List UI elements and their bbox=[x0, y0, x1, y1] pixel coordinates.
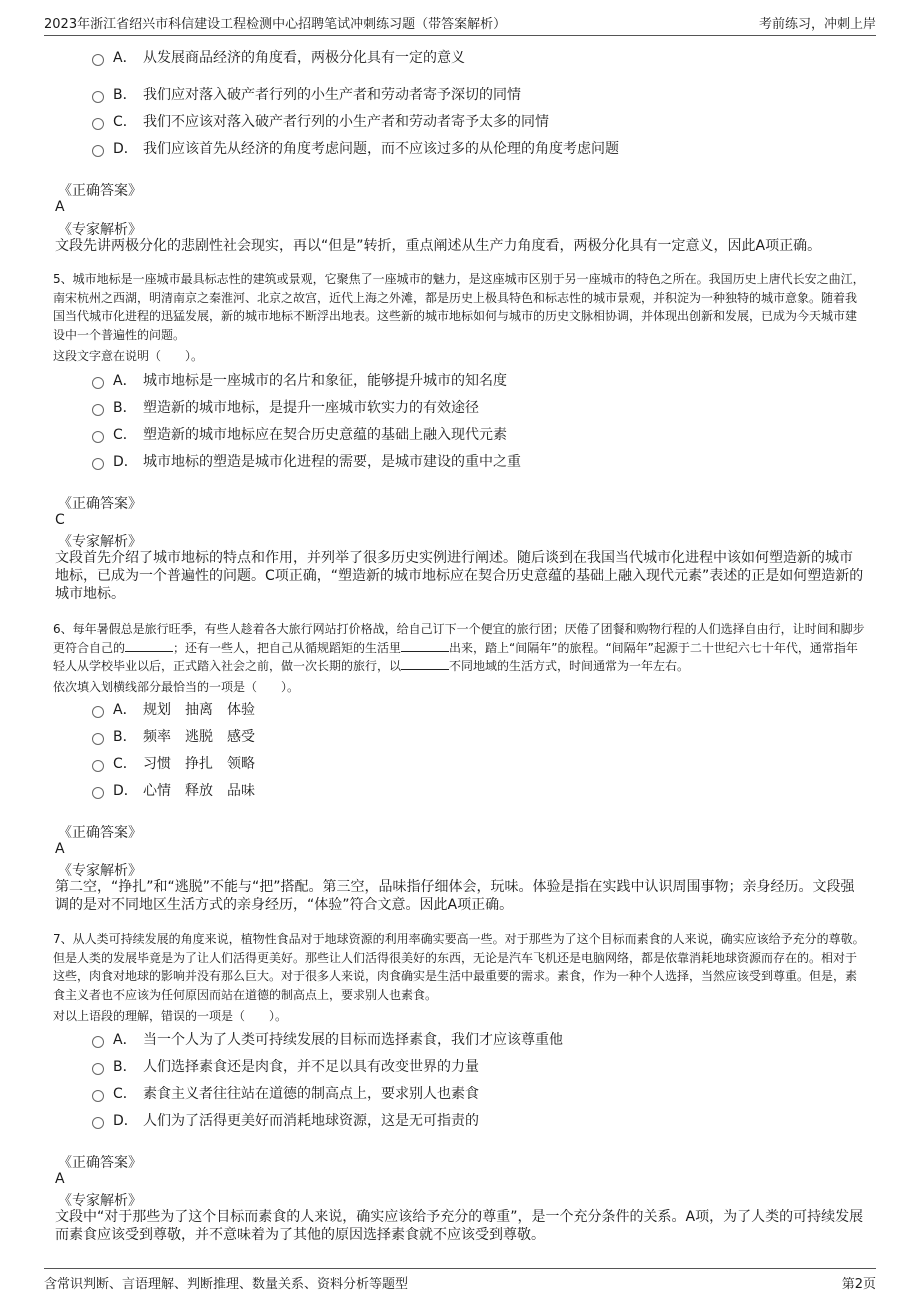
radio-icon[interactable] bbox=[92, 91, 104, 103]
q6-answer: A bbox=[55, 841, 65, 857]
radio-icon[interactable] bbox=[92, 377, 104, 389]
expert-analysis-label: 《专家解析》 bbox=[58, 222, 142, 238]
q7-stem: 7、从人类可持续发展的角度来说，植物性食品对于地球资源的利用率确实要高一些。对于那些为了这个目标而素食的人来说，确实应该给予充分的尊敬。但是人类的发展毕竟是为了让人们活得更美好。那些让人们活得很美好的东西，无论是汽车飞机还是电脑网络，都是依靠消耗地球资源而存在的。相对于这些，肉食对地球的影响并没有那么巨大。对于很多人来说，肉食确实是生活中最重要的需求。素食，作为一种个人选择，当然应该受到尊重。但是，素食主义者也不应该为任何原因而站在道德的制高点上，要求别人也素食。 bbox=[53, 932, 865, 1002]
radio-icon[interactable] bbox=[92, 787, 104, 799]
page-footer bbox=[44, 1268, 876, 1297]
correct-answer-label: 《正确答案》 bbox=[58, 1155, 142, 1171]
radio-icon[interactable] bbox=[92, 404, 104, 416]
q4-option-d[interactable]: D． 我们应该首先从经济的角度考虑问题，而不应该过多的从伦理的角度考虑问题 bbox=[92, 137, 619, 159]
fill-blank bbox=[401, 657, 449, 670]
page-number: 第2页 bbox=[841, 1277, 876, 1292]
q5-answer: C bbox=[55, 512, 65, 528]
q5-option-d[interactable]: D． 城市地标的塑造是城市化进程的需要，是城市建设的重中之重 bbox=[92, 450, 521, 472]
q6-option-d[interactable]: D． 心情 释放 品味 bbox=[92, 779, 255, 801]
fill-blank bbox=[401, 639, 449, 652]
radio-icon[interactable] bbox=[92, 145, 104, 157]
q7-option-d[interactable]: D． 人们为了活得更美好而消耗地球资源，这是无可指责的 bbox=[92, 1109, 479, 1131]
radio-icon[interactable] bbox=[92, 706, 104, 718]
q4-analysis: 文段先讲两极分化的悲剧性社会现实，再以“但是”转折，重点阐述从生产力角度看，两极分化具有一定意义，因此A项正确。 bbox=[55, 238, 822, 254]
expert-analysis-label: 《专家解析》 bbox=[58, 534, 142, 550]
q5-prompt: 这段文字意在说明（ ）。 bbox=[53, 349, 204, 363]
radio-icon[interactable] bbox=[92, 760, 104, 772]
expert-analysis-label: 《专家解析》 bbox=[58, 863, 142, 879]
q7-answer: A bbox=[55, 1171, 65, 1187]
radio-icon[interactable] bbox=[92, 431, 104, 443]
q5-stem: 5、城市地标是一座城市最具标志性的建筑或景观，它聚焦了一座城市的魅力，是这座城市区别于另一座城市的特色之所在。我国历史上唐代长安之曲江，南宋杭州之西湖，明清南京之秦淮河、北京之故宫，近代上海之外滩，都是历史上极具特色和标志性的城市景观，并积淀为一种独特的城市意象。随着我国当代城市化进程的迅猛发展，新的城市地标不断浮出地表。这些新的城市地标如何与城市的历史文脉相协调，并体现出创新和发展，已成为今天城市建设中一个普遍性的问题。 bbox=[53, 272, 865, 342]
q6-analysis: 第二空，“挣扎”和“逃脱”不能与“把”搭配。第三空，品味指仔细体会，玩味。体验是指在实践中认识周围事物；亲身经历。文段强调的是对不同地区生活方式的亲身经历，“体验”符合文意。因此A项正确。 bbox=[55, 879, 855, 913]
radio-icon[interactable] bbox=[92, 1090, 104, 1102]
page-header bbox=[44, 10, 876, 36]
radio-icon[interactable] bbox=[92, 733, 104, 745]
correct-answer-label: 《正确答案》 bbox=[58, 183, 142, 199]
correct-answer-label: 《正确答案》 bbox=[58, 496, 142, 512]
q5-analysis: 文段首先介绍了城市地标的特点和作用，并列举了很多历史实例进行阐述。随后谈到在我国当代城市化进程中该如何塑造新的城市地标，已成为一个普遍性的问题。C项正确，“塑造新的城市地标应在契合历史意蕴的基础上融入现代元素”表述的正是如何塑造新的城市地标。 bbox=[55, 550, 864, 602]
q4-option-b[interactable]: B． 我们应对落入破产者行列的小生产者和劳动者寄予深切的同情 bbox=[92, 83, 521, 105]
q6-stem: 6、每年暑假总是旅行旺季，有些人趁着各大旅行网站打价格战，给自己订下一个便宜的旅行团；厌倦了团餐和购物行程的人们选择自由行，让时间和脚步更符合自己的 ；还有一些人，把自己从循规蹈矩的生活里 出来，踏上“间隔年”的旅程。“间隔年”起源于二十世纪六七十年代，通常指年轻人从学校毕业以后，正式踏入社会之前，做一次长期的旅行，以 不同地域的生活方式，时间通常为一年左右。 bbox=[53, 622, 865, 673]
q6-option-b[interactable]: B． 频率 逃脱 感受 bbox=[92, 725, 255, 747]
radio-icon[interactable] bbox=[92, 54, 104, 66]
q4-option-a[interactable]: A． 从发展商品经济的角度看，两极分化具有一定的意义 bbox=[92, 46, 465, 68]
radio-icon[interactable] bbox=[92, 1036, 104, 1048]
q5-option-c[interactable]: C． 塑造新的城市地标应在契合历史意蕴的基础上融入现代元素 bbox=[92, 423, 507, 445]
q4-option-c[interactable]: C． 我们不应该对落入破产者行列的小生产者和劳动者寄予太多的同情 bbox=[92, 110, 549, 132]
footer-topics: 含常识判断、言语理解、判断推理、数量关系、资料分析等题型 bbox=[44, 1277, 409, 1292]
q7-analysis: 文段中“对于那些为了这个目标而素食的人来说，确实应该给予充分的尊重”，是一个充分条件的关系。A项，为了人类的可持续发展而素食应该受到尊敬，并不意味着为了其他的原因选择素食就不应该受到尊敬。 bbox=[55, 1209, 864, 1243]
radio-icon[interactable] bbox=[92, 1063, 104, 1075]
document-title: 2023年浙江省绍兴市科信建设工程检测中心招聘笔试冲刺练习题（带答案解析） bbox=[44, 17, 507, 32]
q5-option-b[interactable]: B． 塑造新的城市地标，是提升一座城市软实力的有效途径 bbox=[92, 396, 479, 418]
q4-answer: A bbox=[55, 199, 65, 215]
q7-prompt: 对以上语段的理解，错误的一项是（ ）。 bbox=[53, 1009, 288, 1023]
correct-answer-label: 《正确答案》 bbox=[58, 825, 142, 841]
radio-icon[interactable] bbox=[92, 458, 104, 470]
q6-prompt: 依次填入划横线部分最恰当的一项是（ ）。 bbox=[53, 680, 300, 694]
expert-analysis-label: 《专家解析》 bbox=[58, 1193, 142, 1209]
fill-blank bbox=[125, 639, 173, 652]
q7-option-b[interactable]: B． 人们选择素食还是肉食，并不足以具有改变世界的力量 bbox=[92, 1055, 479, 1077]
q6-option-a[interactable]: A． 规划 抽离 体验 bbox=[92, 698, 255, 720]
q7-option-c[interactable]: C． 素食主义者往往站在道德的制高点上，要求别人也素食 bbox=[92, 1082, 479, 1104]
q7-option-a[interactable]: A． 当一个人为了人类可持续发展的目标而选择素食，我们才应该尊重他 bbox=[92, 1028, 563, 1050]
q5-option-a[interactable]: A． 城市地标是一座城市的名片和象征，能够提升城市的知名度 bbox=[92, 369, 507, 391]
q6-option-c[interactable]: C． 习惯 挣扎 领略 bbox=[92, 752, 255, 774]
radio-icon[interactable] bbox=[92, 1117, 104, 1129]
radio-icon[interactable] bbox=[92, 118, 104, 130]
header-slogan: 考前练习，冲刺上岸 bbox=[758, 17, 876, 32]
